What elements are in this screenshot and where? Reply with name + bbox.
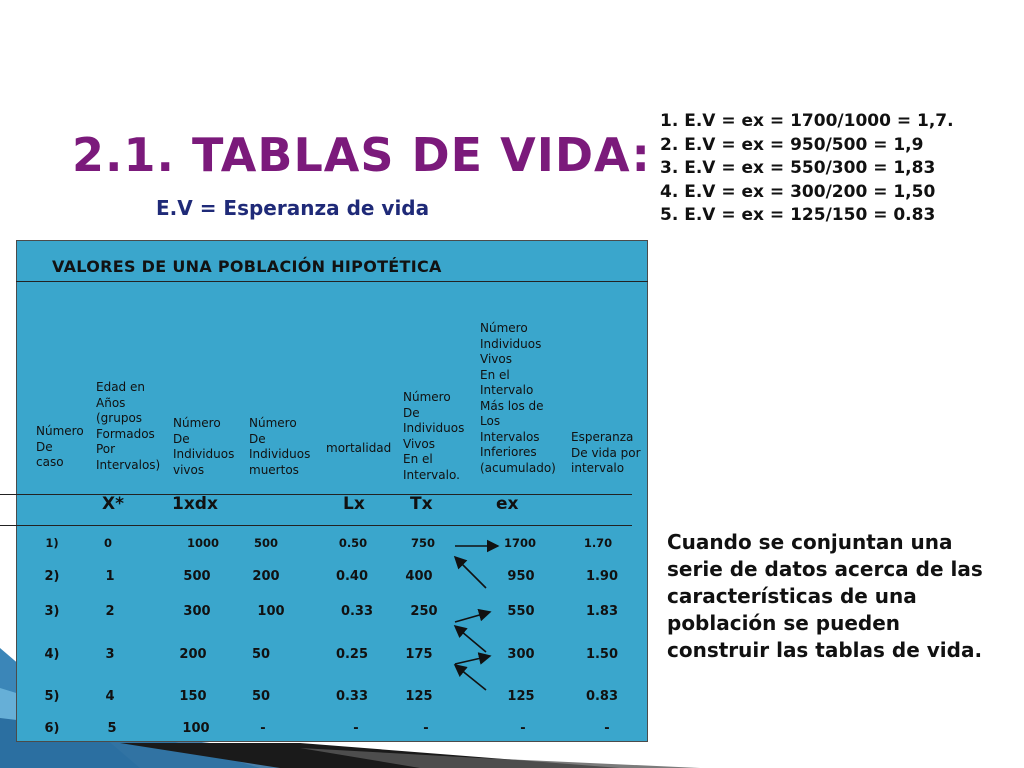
table-divider [0,525,632,526]
table-cell: 400 [405,569,433,584]
table-heading: VALORES DE UNA POBLACIÓN HIPOTÉTICA [52,257,442,276]
table-cell: - [353,721,359,736]
symbol-lx: Lx [343,494,365,514]
table-cell: 950 [507,569,535,584]
table-cell: 1.70 [583,536,613,550]
table-cell: 1 [105,569,115,584]
table-cell: 5 [107,721,117,736]
table-cell: 0.33 [335,689,369,704]
table-cell: 2 [105,604,115,619]
table-cell: 50 [251,647,271,662]
table-cell: 4 [105,689,115,704]
explanatory-text: Cuando se conjuntan una serie de datos acerca de las características de una población se pueden construir las tablas de vida. [667,530,983,662]
symbol-tx: Tx [410,494,433,514]
table-cell: 3) [44,604,60,619]
column-header-case-number: Número De caso [36,424,84,469]
ev-calculation-item: 4. E.V = ex = 300/200 = 1,50 [660,181,936,202]
table-cell: 1.50 [585,647,619,662]
table-cell: - [260,721,266,736]
table-cell: 0.50 [338,536,368,550]
column-header-life-expectancy: Esperanza De vida por intervalo [571,430,641,475]
table-cell: 100 [257,604,285,619]
table-cell: - [520,721,526,736]
column-header-dead: Número De Individuos muertos [249,416,311,477]
table-cell: 300 [507,647,535,662]
table-cell: 150 [179,689,207,704]
table-cell: 1.90 [585,569,619,584]
ev-calculation-item: 3. E.V = ex = 550/300 = 1,83 [660,158,936,179]
table-cell: 0.25 [335,647,369,662]
symbol-1xdx: 1xdx [172,494,218,514]
ev-calculation-item: 5. E.V = ex = 125/150 = 0.83 [660,205,936,226]
symbol-ex: ex [496,494,519,514]
table-cell: 0 [103,536,112,550]
table-cell: 300 [183,604,211,619]
ev-calculation-item: 1. E.V = ex = 1700/1000 = 1,7. [660,111,954,131]
subtitle: E.V = Esperanza de vida [156,196,430,220]
table-cell: 0.33 [340,604,374,619]
table-cell: 200 [252,569,280,584]
table-cell: - [423,721,429,736]
table-cell: 125 [507,689,535,704]
table-cell: 100 [182,721,210,736]
life-table-panel [16,240,648,742]
table-divider [16,281,648,282]
table-cell: - [604,721,610,736]
table-cell: 175 [405,647,433,662]
table-cell: 2) [44,569,60,584]
column-header-alive: Número De Individuos vivos [173,416,235,477]
ev-calculation-item: 2. E.V = ex = 950/500 = 1,9 [660,134,924,155]
column-header-accumulated: Número Individuos Vivos En el Intervalo Más los de Los Intervalos Inferiores (acumulado) [480,321,556,475]
table-cell: 1) [45,536,59,550]
column-header-age: Edad en Años (grupos Formados Por Intervalos) [96,380,161,472]
column-header-mortality: mortalidad [326,441,392,455]
table-cell: 200 [179,647,207,662]
table-cell: 0.83 [585,689,619,704]
table-cell: 5) [44,689,60,704]
table-cell: 0.40 [335,569,369,584]
table-cell: 500 [183,569,211,584]
table-cell: 250 [410,604,438,619]
table-divider [0,494,632,495]
table-cell: 500 [253,536,278,550]
table-cell: 50 [251,689,271,704]
table-cell: 550 [507,604,535,619]
table-cell: 750 [410,536,435,550]
table-cell: 1.83 [585,604,619,619]
table-cell: 6) [44,721,60,736]
table-cell: 125 [405,689,433,704]
page-title: 2.1. TABLAS DE VIDA: [72,128,651,182]
column-header-alive-in-interval: Número De Individuos Vivos En el Intervalo. [403,390,465,482]
table-cell: 3 [105,647,115,662]
table-cell: 1000 [186,536,219,550]
table-cell: 4) [44,647,60,662]
table-cell: 1700 [503,536,536,550]
symbol-x: X* [102,494,124,514]
ev-calculation-list [660,110,1012,228]
